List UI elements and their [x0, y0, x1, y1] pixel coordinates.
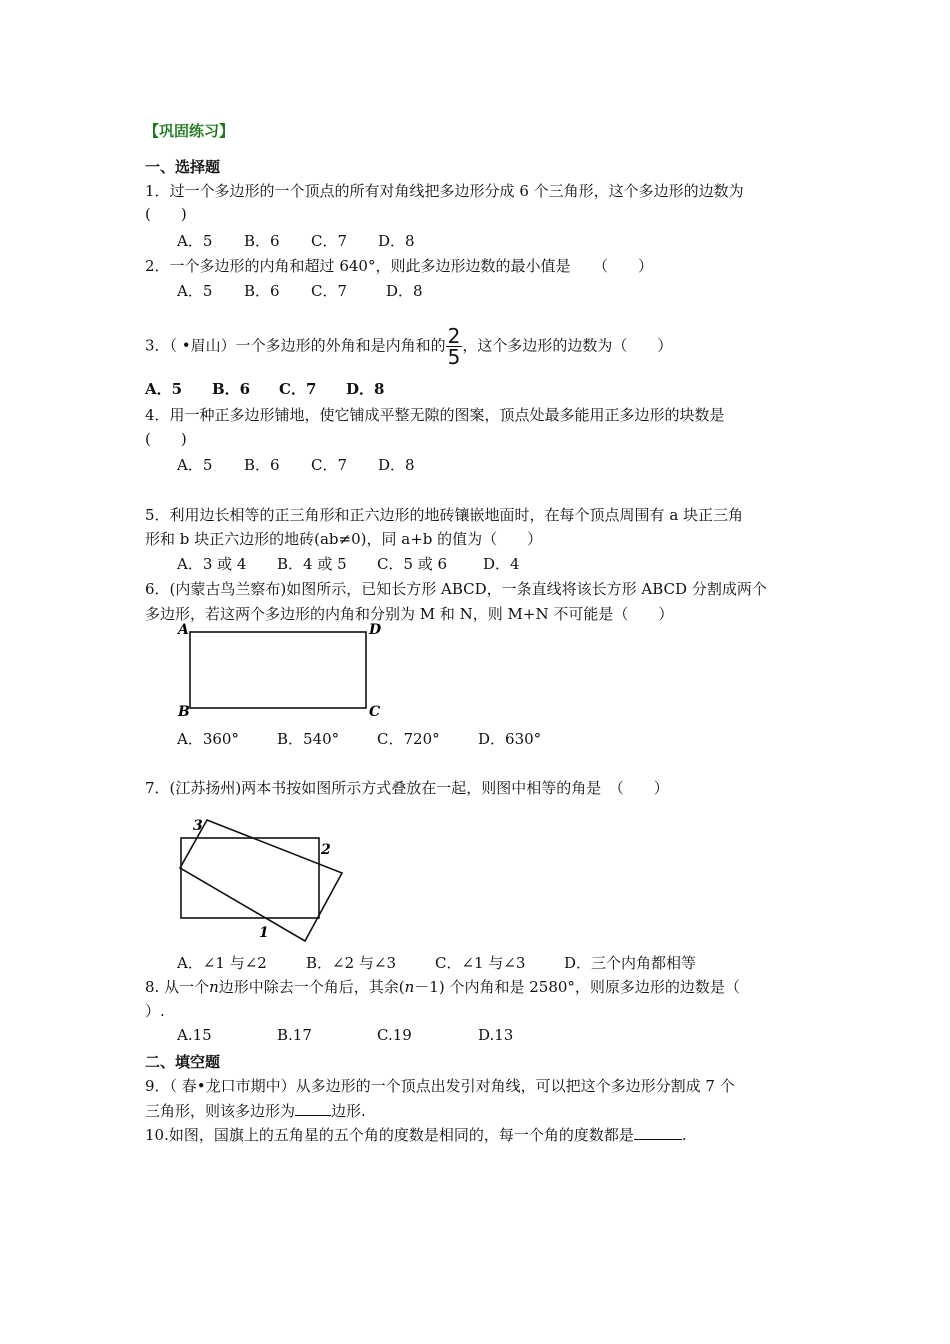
label-c: C — [369, 704, 381, 720]
q8-option-c[interactable]: C.19 — [377, 1026, 412, 1044]
q1-option-c[interactable]: C．7 — [311, 232, 348, 250]
q3-option-c[interactable]: C．7 — [279, 380, 317, 398]
q8-var-n: n — [209, 978, 219, 996]
q8-option-a[interactable]: A.15 — [177, 1026, 212, 1044]
q1-line2: ( ) — [145, 205, 187, 223]
q8-text-mid: 边形中除去一个角后，其余( — [218, 978, 405, 996]
q9-line1: 9．（ 春•龙口市期中）从多边形的一个顶点出发引对角线，可以把这个多边形分割成 7 个 — [145, 1077, 735, 1095]
q4-option-a[interactable]: A．5 — [177, 456, 213, 474]
q3-option-a[interactable]: A．5 — [145, 380, 183, 398]
q7-option-c[interactable]: C．∠1 与∠3 — [435, 954, 526, 972]
q10-answer-blank[interactable] — [634, 1139, 682, 1140]
q5-option-d[interactable]: D．4 — [483, 555, 520, 573]
label-b: B — [178, 704, 190, 720]
q2-option-c[interactable]: C．7 — [311, 282, 348, 300]
q10-text-after: . — [681, 1126, 687, 1144]
q7-line1: 7．(江苏扬州)两本书按如图所示方式叠放在一起，则图中相等的角是 （ ） — [145, 779, 669, 797]
q3-fraction-denominator: 5 — [447, 345, 461, 369]
q8-text-before: 8. 从一个 — [145, 978, 210, 996]
q7-option-b[interactable]: B．∠2 与∠3 — [306, 954, 397, 972]
q4-option-c[interactable]: C．7 — [311, 456, 348, 474]
label-a: A — [178, 622, 189, 638]
angle-label-2: 2 — [321, 842, 331, 858]
q3-text-after: ，这个多边形的边数为（ ） — [462, 336, 673, 355]
q2-option-a[interactable]: A．5 — [177, 282, 213, 300]
q5-option-c[interactable]: C．5 或 6 — [377, 555, 448, 573]
q3-text-before: 3．（ •眉山）一个多边形的外角和是内角和的 — [145, 336, 446, 355]
rectangle-abcd — [190, 632, 366, 708]
q9-answer-blank[interactable] — [295, 1115, 331, 1116]
q8-var-n2: n — [404, 978, 415, 996]
q4-option-b[interactable]: B．6 — [244, 456, 280, 474]
q8-options — [177, 1026, 513, 1044]
section-title: 【巩固练习】 — [144, 122, 235, 140]
angle-label-3: 3 — [193, 818, 203, 834]
q9-text-after: 边形. — [331, 1102, 366, 1120]
q6-rectangle-figure — [170, 620, 395, 720]
part1-heading: 一、选择题 — [145, 158, 221, 176]
q3-options — [145, 378, 384, 399]
book-horizontal — [181, 838, 319, 918]
part2-heading: 二、填空题 — [145, 1053, 221, 1071]
q5-option-b[interactable]: B．4 或 5 — [277, 555, 347, 573]
q7-options — [177, 952, 696, 973]
q6-options — [177, 728, 541, 749]
q4-options — [177, 454, 415, 475]
q5-options — [177, 553, 520, 574]
q8-line2: ）. — [145, 1002, 165, 1020]
q10-text-before: 10.如图，国旗上的五角星的五个角的度数是相同的，每一个角的度数都是 — [145, 1126, 634, 1144]
q4-option-d[interactable]: D．8 — [378, 456, 415, 474]
q5-line2: 形和 b 块正六边形的地砖(ab≠0)，同 a+b 的值为（ ） — [145, 530, 543, 548]
q6-line1: 6．(内蒙古鸟兰察布)如图所示，已知长方形 ABCD，一条直线将该长方形 ABCD 分割成两个 — [145, 580, 767, 598]
q6-line2: 多边形，若这两个多边形的内角和分别为 M 和 N，则 M+N 不可能是（ ） — [145, 605, 674, 623]
q1-line1: 1．过一个多边形的一个顶点的所有对角线把多边形分成 6 个三角形，这个多边形的边数为 — [145, 182, 744, 200]
angle-label-1: 1 — [259, 925, 269, 941]
q8-option-b[interactable]: B.17 — [277, 1026, 312, 1044]
q6-option-c[interactable]: C．720° — [377, 730, 440, 748]
q7-option-a[interactable]: A．∠1 与∠2 — [177, 954, 267, 972]
q10-line1 — [145, 1124, 687, 1145]
q2-options — [177, 280, 423, 301]
q9-line2 — [145, 1100, 366, 1121]
q9-text-before: 三角形，则该多边形为 — [145, 1102, 296, 1120]
q3-fraction — [446, 326, 463, 367]
q7-option-d[interactable]: D．三个内角都相等 — [564, 954, 697, 972]
q3-line — [145, 326, 672, 367]
q3-option-b[interactable]: B．6 — [212, 380, 251, 398]
q5-option-a[interactable]: A．3 或 4 — [177, 555, 247, 573]
q3-option-d[interactable]: D．8 — [346, 380, 385, 398]
q6-option-b[interactable]: B．540° — [277, 730, 340, 748]
q2-option-b[interactable]: B．6 — [244, 282, 280, 300]
q4-line1: 4．用一种正多边形铺地，使它铺成平整无隙的图案，顶点处最多能用正多边形的块数是 — [145, 406, 725, 424]
q8-line1 — [145, 976, 740, 997]
q6-option-a[interactable]: A．360° — [177, 730, 239, 748]
q5-line1: 5．利用边长相等的正三角形和正六边形的地砖镶嵌地面时，在每个顶点周围有 a 块正三角 — [145, 506, 744, 524]
q7-books-figure — [175, 800, 355, 945]
q8-option-d[interactable]: D.13 — [478, 1026, 514, 1044]
q2-line1: 2．一个多边形的内角和超过 640°，则此多边形边数的最小值是 （ ） — [145, 257, 653, 275]
q3-fraction-numerator: 2 — [447, 324, 461, 348]
q4-line2: ( ) — [145, 430, 187, 448]
q1-option-b[interactable]: B．6 — [244, 232, 280, 250]
q1-option-d[interactable]: D．8 — [378, 232, 415, 250]
q1-option-a[interactable]: A．5 — [177, 232, 213, 250]
q8-text-after: －1) 个内角和是 2580°，则原多边形的边数是（ — [414, 978, 740, 996]
q6-option-d[interactable]: D．630° — [478, 730, 542, 748]
q1-options — [177, 230, 415, 251]
q2-option-d[interactable]: D．8 — [386, 282, 423, 300]
label-d: D — [369, 622, 382, 638]
